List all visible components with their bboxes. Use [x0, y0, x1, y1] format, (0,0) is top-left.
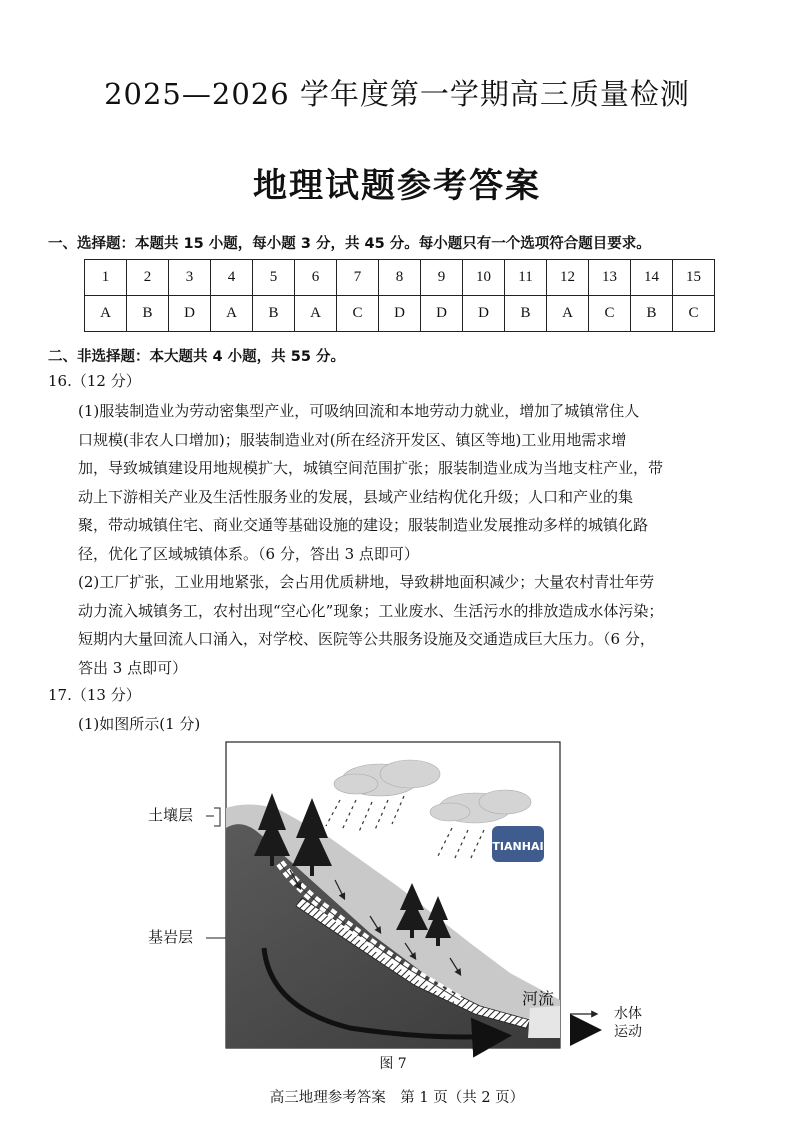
q16-part2-line: 动力流入城镇务工，农村出现“空心化”现象；工业废水、生活污水的排放造成水体污染； — [78, 601, 664, 620]
answer-cell: A — [211, 296, 253, 332]
q16-part2-line: 答出 3 点即可） — [78, 658, 188, 677]
label-soil-layer: 土壤层 — [148, 806, 194, 824]
answer-table — [84, 259, 715, 332]
question-number-cell: 9 — [421, 260, 463, 296]
q16-part1-line: (1)服装制造业为劳动密集型产业，可吸纳回流和本地劳动力就业，增加了城镇常住人 — [78, 402, 640, 420]
exam-title: 2025—2026 学年度第一学期高三质量检测 — [104, 77, 690, 111]
answer-cell: D — [463, 296, 505, 332]
question-number-cell: 12 — [547, 260, 589, 296]
answer-table-answer-row — [85, 296, 715, 332]
answer-cell: B — [505, 296, 547, 332]
question-number-cell: 3 — [169, 260, 211, 296]
question-number-cell: 2 — [127, 260, 169, 296]
question-number-cell: 7 — [337, 260, 379, 296]
answer-cell: C — [589, 296, 631, 332]
soil-bracket — [214, 808, 220, 826]
label-river: 河流 — [522, 989, 555, 1008]
answer-cell: C — [337, 296, 379, 332]
q16-part1 — [78, 397, 750, 569]
q16-part2 — [78, 568, 750, 682]
answer-cell: C — [673, 296, 715, 332]
answer-cell: A — [85, 296, 127, 332]
document-title: 地理试题参考答案 — [253, 166, 541, 206]
question-number-cell: 14 — [631, 260, 673, 296]
q16-part2-line: 短期内大量回流人口涌入，对学校、医院等公共服务设施及交通造成巨大压力。（6 分， — [78, 630, 655, 649]
answer-cell: B — [631, 296, 673, 332]
answer-table-number-row — [85, 260, 715, 296]
legend-label-motion: 运动 — [614, 1024, 642, 1040]
question-number-cell: 4 — [211, 260, 253, 296]
river-water — [528, 1006, 560, 1038]
label-bedrock-layer: 基岩层 — [148, 928, 194, 946]
question-number-cell: 6 — [295, 260, 337, 296]
q16-part1-line: 径，优化了区域城镇体系。（6 分，答出 3 点即可） — [78, 544, 419, 563]
hillslope-figure — [130, 738, 690, 1078]
answer-cell: D — [169, 296, 211, 332]
answer-cell: A — [547, 296, 589, 332]
question-number-cell: 13 — [589, 260, 631, 296]
q16-part1-line: 聚，带动城镇住宅、商业交通等基础设施的建设；服装制造业发展推动多样的城镇化路 — [78, 516, 649, 535]
answer-cell: B — [253, 296, 295, 332]
section2-heading: 二、非选择题：本大题共 4 小题，共 55 分。 — [48, 349, 345, 365]
figure-caption: 图 7 — [379, 1056, 407, 1072]
question-number-cell: 1 — [85, 260, 127, 296]
q16-part2-line: (2)工厂扩张，工业用地紧张，会占用优质耕地，导致耕地面积减少；大量农村青壮年劳 — [78, 573, 655, 591]
q16-part1-line: 加，导致城镇建设用地规模扩大，城镇空间范围扩张；服装制造业成为当地支柱产业，带 — [78, 459, 664, 478]
question-number-cell: 11 — [505, 260, 547, 296]
q17-label: 17.（13 分） — [48, 686, 141, 704]
answer-cell: D — [421, 296, 463, 332]
tianhai-watermark — [492, 826, 544, 862]
q17-part1: (1)如图所示(1 分) — [78, 715, 201, 733]
legend-label-water: 水体 — [614, 1006, 642, 1022]
question-number-cell: 8 — [379, 260, 421, 296]
section1-heading: 一、选择题：本题共 15 小题，每小题 3 分，共 45 分。每小题只有一个选项符合题目要求。 — [48, 236, 651, 252]
question-number-cell: 10 — [463, 260, 505, 296]
watermark-text: TIANHAI — [492, 840, 544, 853]
question-number-cell: 5 — [253, 260, 295, 296]
q16-label: 16.（12 分） — [48, 372, 141, 390]
q16-part1-line: 口规模(非农人口增加)；服装制造业对(所在经济开发区、镇区等地)工业用地需求增 — [78, 430, 627, 449]
answer-cell: D — [379, 296, 421, 332]
answer-cell: B — [127, 296, 169, 332]
q16-part1-line: 动上下游相关产业及生活性服务业的发展，县域产业结构优化升级；人口和产业的集 — [78, 487, 634, 506]
question-number-cell: 15 — [673, 260, 715, 296]
page-footer: 高三地理参考答案 第 1 页（共 2 页） — [269, 1090, 525, 1106]
answer-cell: A — [295, 296, 337, 332]
